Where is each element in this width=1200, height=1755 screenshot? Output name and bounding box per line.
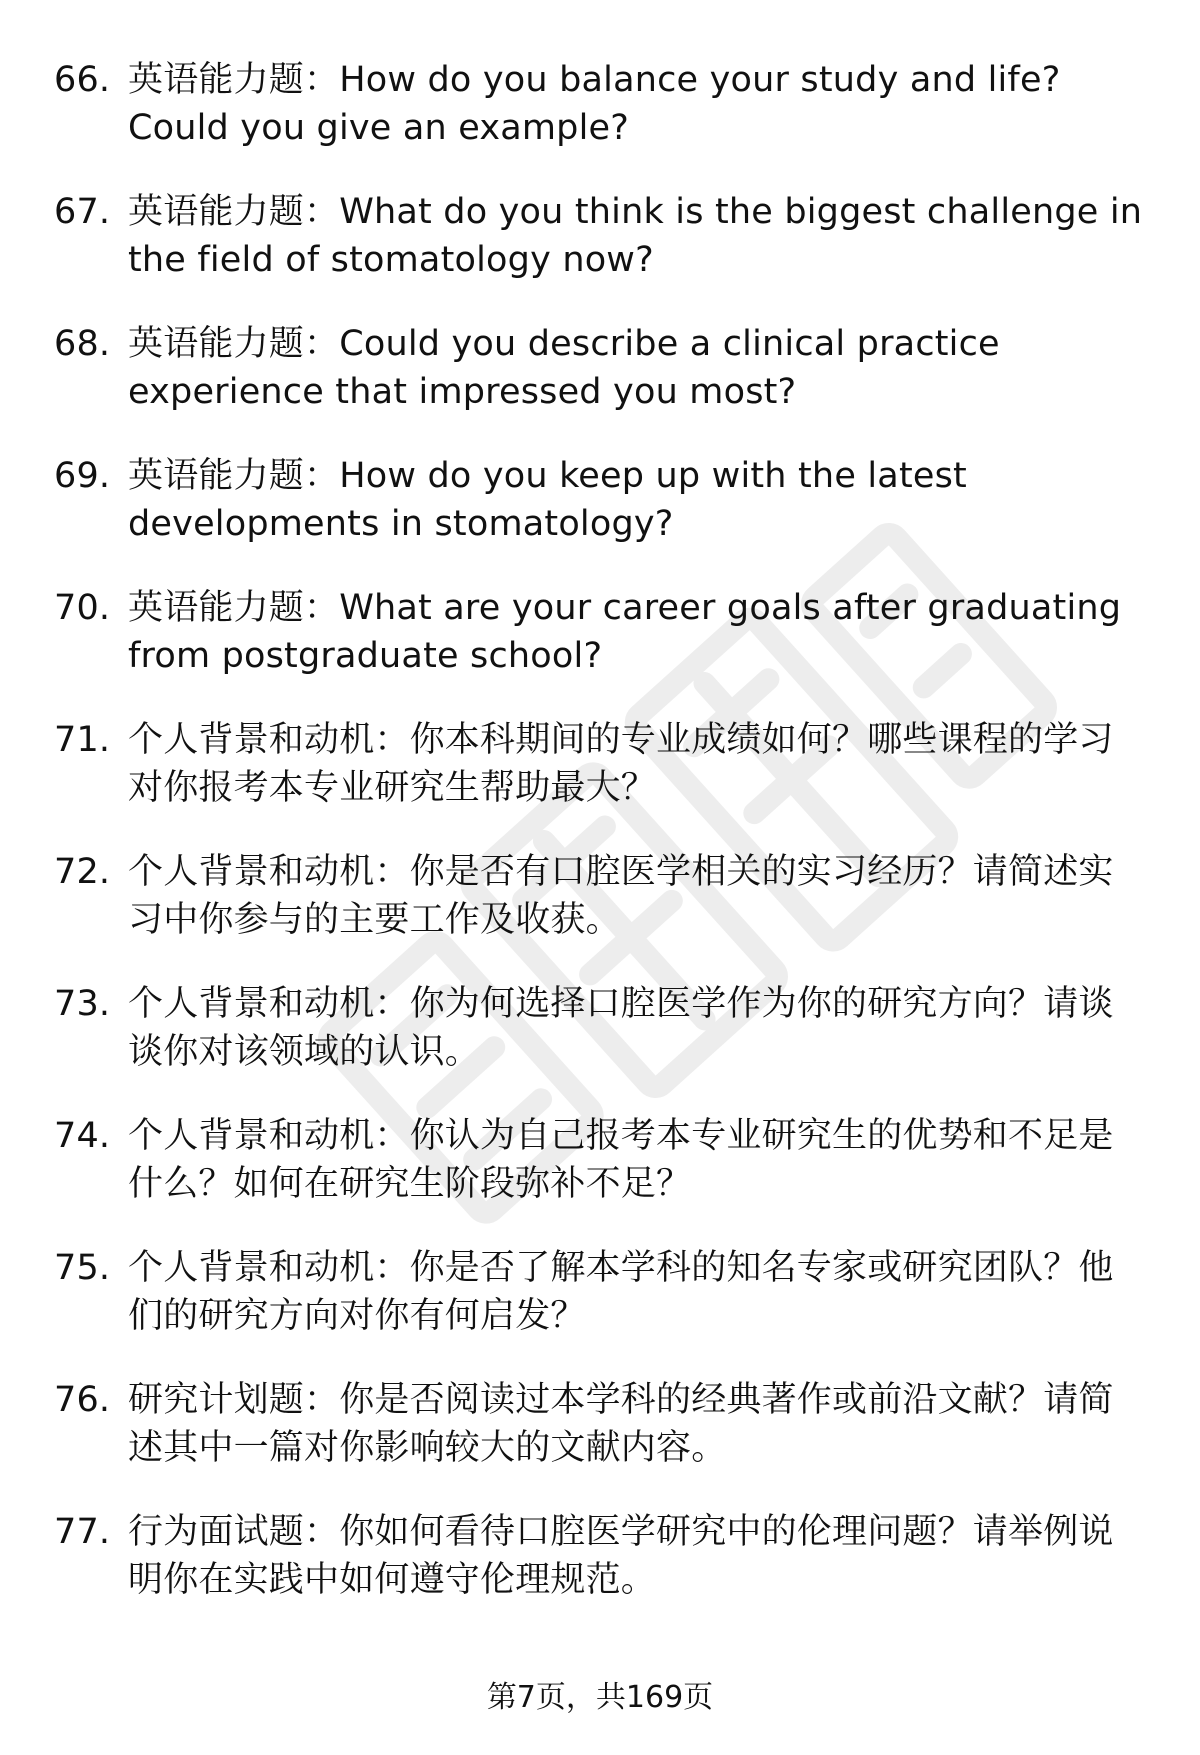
question-text: 个人背景和动机：你本科期间的专业成绩如何？哪些课程的学习对你报考本专业研究生帮助最大？	[128, 720, 1114, 808]
question-text: 英语能力题：What are your career goals after graduating from postgraduate school?	[128, 588, 1122, 676]
question-item	[54, 716, 1144, 812]
question-text: 个人背景和动机：你是否有口腔医学相关的实习经历？请简述实习中你参与的主要工作及收获。	[128, 852, 1114, 940]
question-number: 75.	[54, 1248, 111, 1288]
question-number: 77.	[54, 1512, 111, 1552]
question-item	[54, 320, 1144, 416]
question-item	[54, 1244, 1144, 1340]
question-item	[54, 56, 1144, 152]
question-number: 68.	[54, 324, 111, 364]
question-number: 71.	[54, 720, 111, 760]
question-item	[54, 584, 1144, 680]
question-item	[54, 1112, 1144, 1208]
question-number: 74.	[54, 1116, 111, 1156]
question-list	[54, 56, 1144, 1604]
question-item	[54, 1508, 1144, 1604]
question-text: 个人背景和动机：你是否了解本学科的知名专家或研究团队？他们的研究方向对你有何启发？	[128, 1248, 1114, 1336]
question-number: 70.	[54, 588, 111, 628]
question-number: 69.	[54, 456, 111, 496]
question-number: 76.	[54, 1380, 111, 1420]
question-text: 英语能力题：How do you balance your study and life? Could you give an example?	[128, 60, 1061, 148]
question-text: 行为面试题：你如何看待口腔医学研究中的伦理问题？请举例说明你在实践中如何遵守伦理规范。	[128, 1512, 1114, 1600]
question-item	[54, 188, 1144, 284]
question-number: 72.	[54, 852, 111, 892]
question-text: 英语能力题：Could you describe a clinical practice experience that impressed you most?	[128, 324, 1000, 412]
question-item	[54, 1376, 1144, 1472]
question-text: 个人背景和动机：你为何选择口腔医学作为你的研究方向？请谈谈你对该领域的认识。	[128, 984, 1114, 1072]
question-number: 66.	[54, 60, 111, 100]
question-item	[54, 980, 1144, 1076]
question-text: 英语能力题：What do you think is the biggest challenge in the field of stomatology now?	[128, 192, 1143, 280]
question-number: 73.	[54, 984, 111, 1024]
question-text: 研究计划题：你是否阅读过本学科的经典著作或前沿文献？请简述其中一篇对你影响较大的文献内容。	[128, 1380, 1114, 1468]
page-footer: 第7页，共169页	[486, 1680, 714, 1715]
question-number: 67.	[54, 192, 111, 232]
question-item	[54, 848, 1144, 944]
question-text: 英语能力题：How do you keep up with the latest developments in stomatology?	[128, 456, 967, 544]
question-item	[54, 452, 1144, 548]
question-text: 个人背景和动机：你认为自己报考本专业研究生的优势和不足是什么？如何在研究生阶段弥补不足？	[128, 1116, 1114, 1204]
